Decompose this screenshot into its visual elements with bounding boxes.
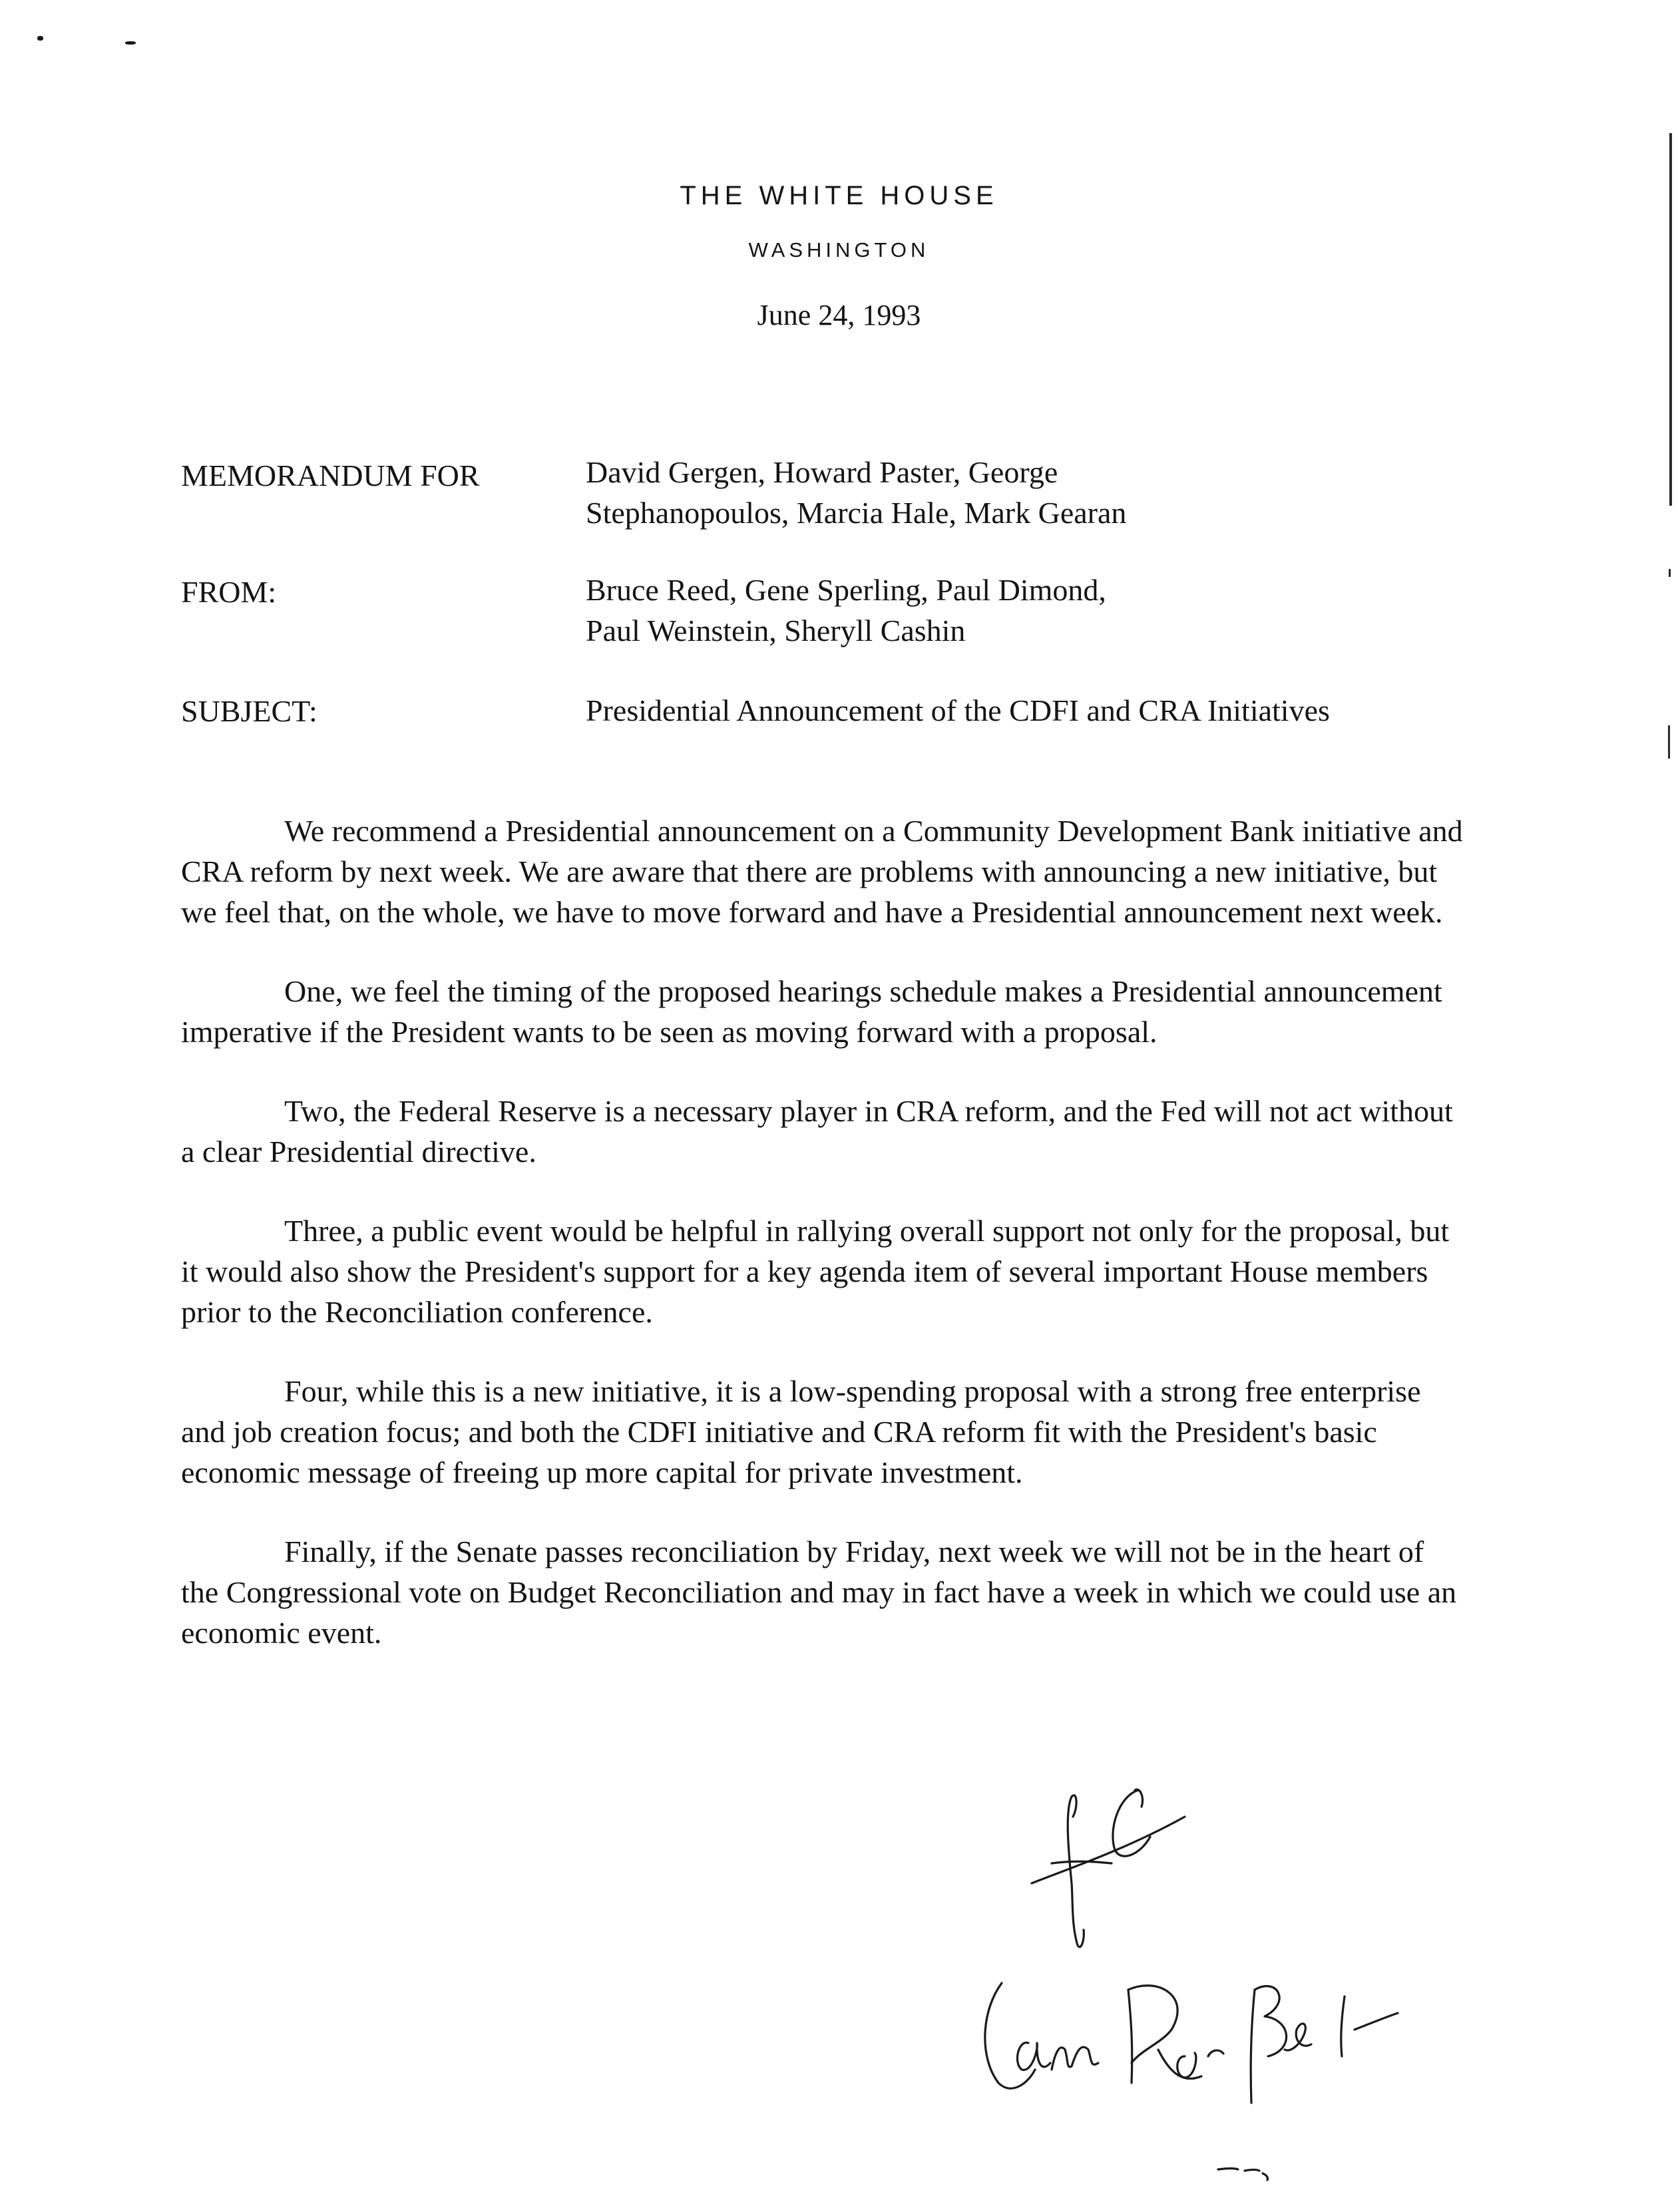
handwritten-signature <box>972 1770 1478 2203</box>
memorandum-for-label: MEMORANDUM FOR <box>181 459 480 492</box>
memo-date: June 24, 1993 <box>757 299 921 331</box>
body-paragraph: Two, the Federal Reserve is a necessary player in CRA reform, and the Fed will not act without a clear Presidential directive. <box>181 1094 1453 1169</box>
memo-body <box>181 811 1466 1692</box>
subject-line: Presidential Announcement of the CDFI and CRA Initiatives <box>586 693 1330 727</box>
scan-edge-mark <box>1669 569 1671 577</box>
body-paragraph: One, we feel the timing of the proposed hearings schedule makes a Presidential announcement imperative if the President wants to be seen as moving forward with a proposal. <box>181 974 1442 1049</box>
senders-line: Paul Weinstein, Sheryll Cashin <box>586 614 966 647</box>
scan-speck <box>125 41 136 45</box>
scan-edge-mark <box>1668 725 1670 759</box>
letterhead-organization: THE WHITE HOUSE <box>680 181 998 210</box>
from-label: FROM: <box>181 575 277 609</box>
senders-line: Bruce Reed, Gene Sperling, Paul Dimond, <box>586 573 1106 607</box>
recipients-line: David Gergen, Howard Paster, George <box>586 455 1058 489</box>
body-paragraph: We recommend a Presidential announcement on a Community Development Bank initiative and CRA reform by next week. We are aware that there are problems with announcing a new initiative, but we feel that, on the whole, we have to move forward and have a Presidential announcement next week. <box>181 814 1463 929</box>
scan-speck <box>37 36 43 41</box>
letterhead-city: WASHINGTON <box>748 238 930 262</box>
body-paragraph: Four, while this is a new initiative, it is a low-spending proposal with a strong free enterprise and job creation focus; and both the CDFI initiative and CRA reform fit with the President's basic economic message of freeing up more capital for private investment. <box>181 1374 1421 1489</box>
from-senders <box>586 570 1106 651</box>
subject-text <box>586 690 1330 731</box>
memorandum-for-recipients <box>586 452 1126 533</box>
body-paragraph: Three, a public event would be helpful in rallying overall support not only for the proposal, but it would also show the President's support for a key agenda item of several important House members prior to the Reconciliation conference. <box>181 1214 1450 1329</box>
body-paragraph: Finally, if the Senate passes reconciliation by Friday, next week we will not be in the heart of the Congressional vote on Budget Reconciliation and may in fact have a week in which we could use an economic event. <box>181 1535 1457 1650</box>
recipients-line: Stephanopoulos, Marcia Hale, Mark Gearan <box>586 496 1127 530</box>
subject-label: SUBJECT: <box>181 694 317 728</box>
